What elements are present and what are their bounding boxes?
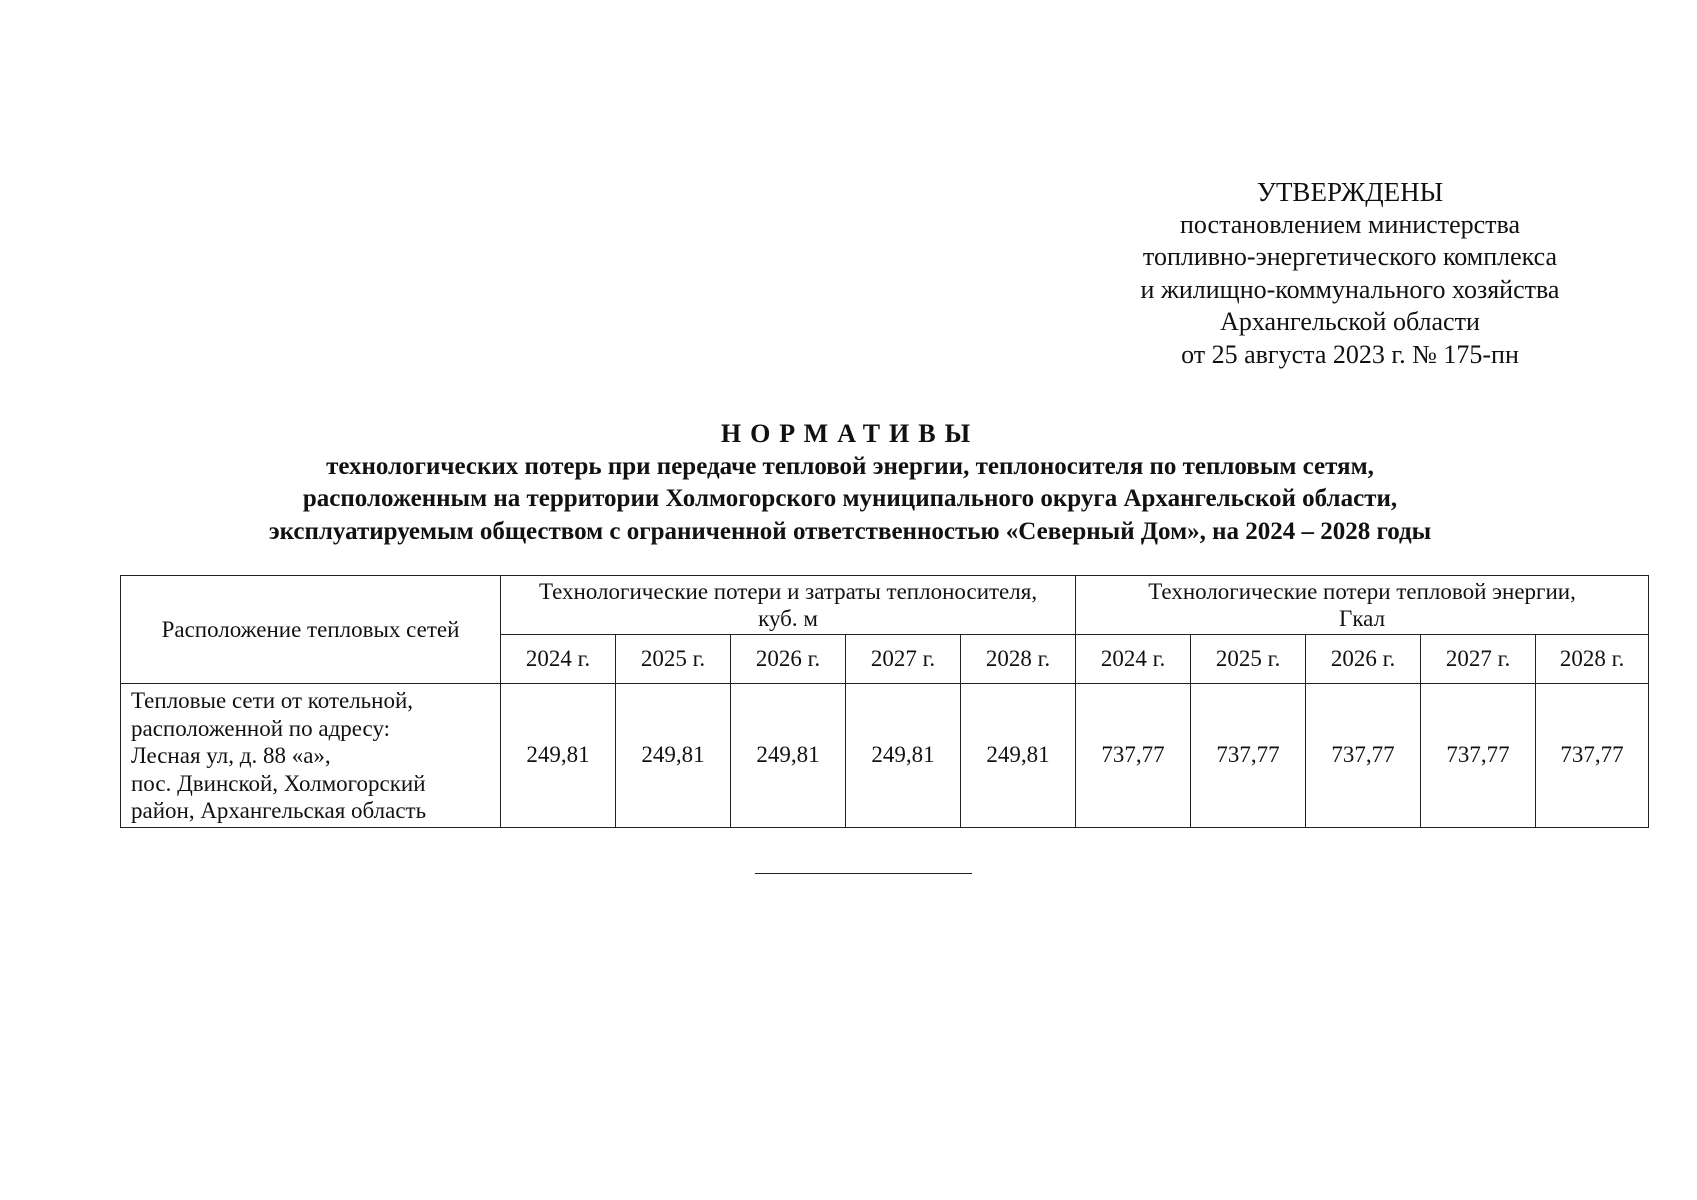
document-title: НОРМАТИВЫ: [720, 419, 980, 448]
approval-line: и жилищно-коммунального хозяйства: [1140, 274, 1560, 304]
heat-value-cell: 737,77: [1306, 684, 1421, 828]
approval-line: постановлением министерства: [1179, 209, 1521, 239]
location-cell: [121, 684, 501, 828]
approval-line: топливно-энергетического комплекса: [1142, 242, 1558, 272]
location-line: район, Архангельская область: [131, 798, 427, 823]
norms-table: [120, 575, 1649, 828]
document-subtitle-line: эксплуатируемым обществом с ограниченной ответственностью «Северный Дом», на 2024 – 2028 годы: [268, 517, 1432, 545]
heat-group-header: [1076, 576, 1649, 635]
coolant-header-unit: куб. м: [758, 606, 818, 631]
table-header-row: [121, 576, 1649, 635]
coolant-value-cell: 249,81: [501, 684, 616, 828]
coolant-header-line1: Технологические потери и затраты теплоносителя,: [538, 579, 1038, 604]
heat-header-unit: Гкал: [1339, 606, 1386, 631]
heat-value-cell: 737,77: [1076, 684, 1191, 828]
heat-value-cell: 737,77: [1421, 684, 1536, 828]
approval-stamp: [1050, 176, 1650, 372]
heat-value-cell: 737,77: [1536, 684, 1649, 828]
coolant-value-cell: 249,81: [616, 684, 731, 828]
year-header: 2028 г.: [1536, 635, 1649, 684]
heat-value-cell: 737,77: [1191, 684, 1306, 828]
year-header: 2024 г.: [1076, 635, 1191, 684]
approval-line: Архангельской области: [1220, 307, 1480, 337]
coolant-value-cell: 249,81: [961, 684, 1076, 828]
coolant-value-cell: 249,81: [846, 684, 961, 828]
year-header: 2025 г.: [1191, 635, 1306, 684]
document-subtitle-line: расположенным на территории Холмогорского муниципального округа Архангельской области,: [302, 485, 1398, 512]
location-line: пос. Двинской, Холмогорский: [131, 770, 426, 796]
document-heading: [150, 418, 1550, 548]
coolant-group-header: [501, 576, 1076, 635]
year-header: 2027 г.: [846, 635, 961, 684]
year-header: 2025 г.: [616, 635, 731, 684]
coolant-value-cell: 249,81: [731, 684, 846, 828]
year-header: 2024 г.: [501, 635, 616, 684]
heat-header-line1: Технологические потери тепловой энергии,: [1148, 579, 1576, 604]
table-row: [121, 684, 1649, 828]
location-line: Тепловые сети от котельной,: [131, 688, 414, 713]
approval-line: от 25 августа 2023 г. № 175-пн: [1181, 339, 1519, 369]
year-header: 2026 г.: [731, 635, 846, 684]
end-divider: [755, 873, 972, 874]
location-header: Расположение тепловых сетей: [121, 576, 501, 684]
year-header: 2027 г.: [1421, 635, 1536, 684]
year-header: 2028 г.: [961, 635, 1076, 684]
year-header: 2026 г.: [1306, 635, 1421, 684]
location-line: расположенной по адресу:: [131, 715, 391, 741]
document-subtitle-line: технологических потерь при передаче тепловой энергии, теплоносителя по тепловым сетям,: [326, 452, 1374, 480]
approval-title: УТВЕРЖДЕНЫ: [1256, 177, 1444, 207]
location-line: Лесная ул, д. 88 «а»,: [131, 743, 331, 768]
